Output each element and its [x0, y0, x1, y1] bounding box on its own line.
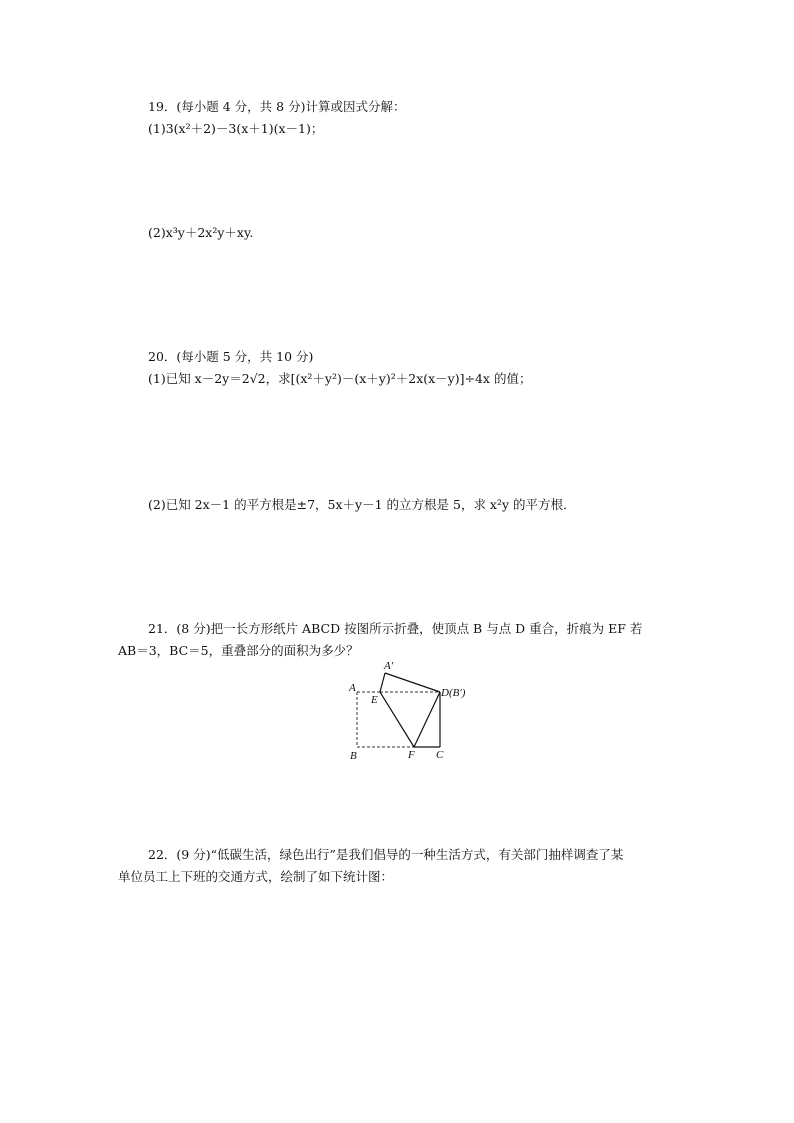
- q21-line2: AB＝3，BC＝5，重叠部分的面积为多少？: [118, 643, 359, 658]
- segment-EF: [380, 692, 414, 747]
- q19-title: 19．(每小题 4 分，共 8 分)计算或因式分解：: [148, 99, 406, 114]
- q19-part1: (1)3(x²＋2)－3(x＋1)(x－1)；: [148, 121, 324, 136]
- label-A-prime: A′: [384, 660, 394, 672]
- label-B: B: [350, 750, 357, 762]
- q19-part2: (2)x³y＋2x²y＋xy.: [148, 225, 254, 240]
- q20-part2: (2)已知 2x－1 的平方根是±7，5x＋y－1 的立方根是 5，求 x²y 的平方根．: [148, 497, 576, 512]
- segment-DF: [414, 692, 440, 747]
- segment-EA-prime: [380, 673, 385, 692]
- fold-figure: [340, 656, 480, 766]
- label-F: F: [408, 749, 415, 761]
- label-A: A: [349, 682, 356, 694]
- q21-line1: 21．(8 分)把一长方形纸片 ABCD 按图所示折叠，使顶点 B 与点 D 重合，折痕为 EF 若: [148, 621, 643, 636]
- label-C: C: [436, 749, 444, 761]
- q22-line2: 单位员工上下班的交通方式，绘制了如下统计图：: [118, 869, 394, 884]
- q22-line1: 22．(9 分)“低碳生活，绿色出行”是我们倡导的一种生活方式，有关部门抽样调查了某: [148, 847, 624, 862]
- segment-A-prime-D: [385, 673, 440, 692]
- label-D: D(B′): [441, 687, 466, 699]
- q20-part1: (1)已知 x－2y＝2√2，求[(x²＋y²)－(x＋y)²＋2x(x－y)]÷4x 的值；: [148, 371, 532, 386]
- q20-title: 20．(每小题 5 分，共 10 分): [148, 349, 314, 364]
- label-E: E: [371, 694, 378, 706]
